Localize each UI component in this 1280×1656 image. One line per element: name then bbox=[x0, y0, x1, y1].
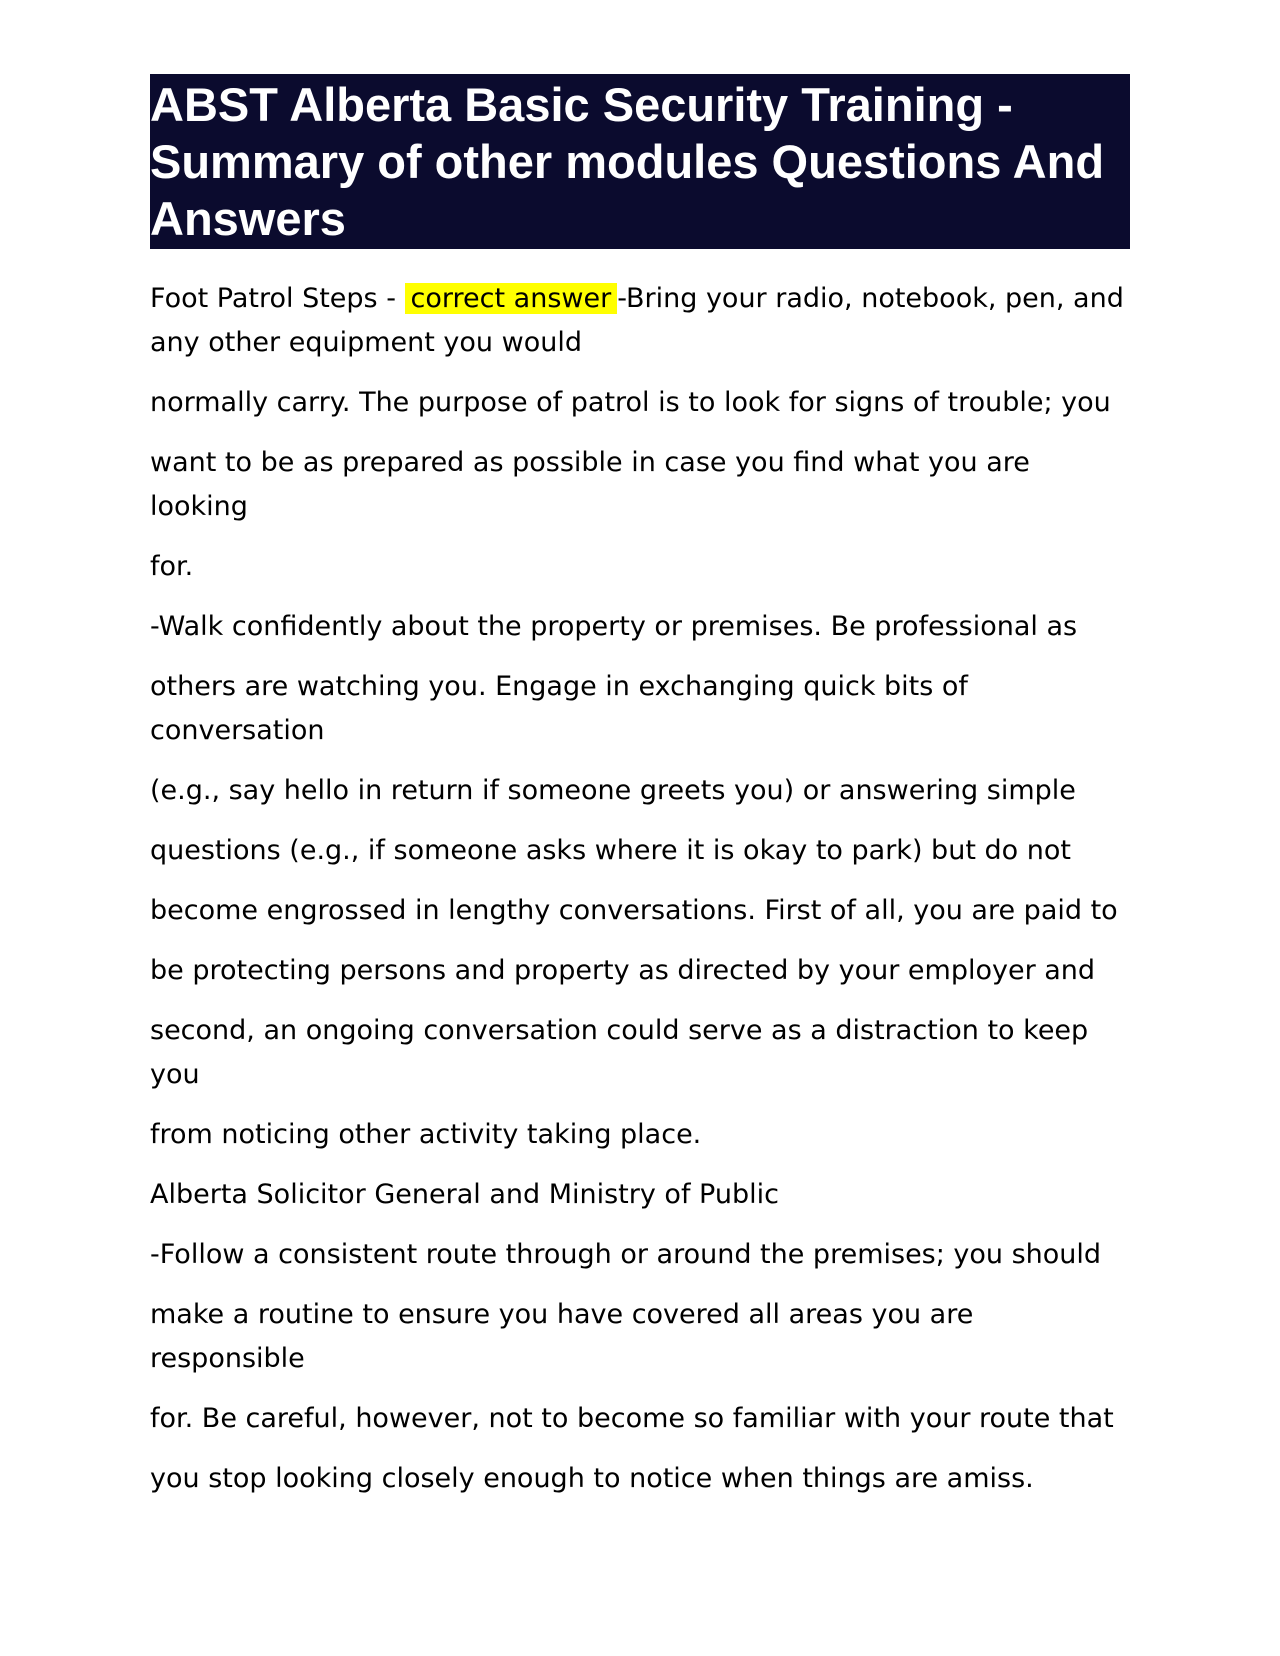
text-line: for. bbox=[150, 551, 194, 582]
question-label: Foot Patrol Steps - bbox=[150, 283, 405, 314]
text-line: others are watching you. Engage in exchanging quick bits of conversation bbox=[150, 671, 968, 746]
text-line: -Follow a consistent route through or around the premises; you should bbox=[150, 1239, 1102, 1270]
text-line: become engrossed in lengthy conversations. First of all, you are paid to bbox=[150, 895, 1118, 926]
text-line: want to be as prepared as possible in case you find what you are looking bbox=[150, 447, 1030, 522]
text-line: you stop looking closely enough to notice when things are amiss. bbox=[150, 1463, 1034, 1494]
text-line: Alberta Solicitor General and Ministry of Public bbox=[150, 1179, 779, 1210]
text-line: questions (e.g., if someone asks where it is okay to park) but do not bbox=[150, 835, 1071, 866]
correct-answer-tag: correct answer bbox=[405, 283, 618, 314]
document-title: ABST Alberta Basic Security Training - Summary of other modules Questions And Answers bbox=[150, 74, 1130, 249]
text-line: -Walk confidently about the property or premises. Be professional as bbox=[150, 611, 1078, 642]
document-page bbox=[150, 74, 1130, 1517]
text-line: for. Be careful, however, not to become so familiar with your route that bbox=[150, 1403, 1114, 1434]
text-line: be protecting persons and property as directed by your employer and bbox=[150, 955, 1096, 986]
document-body bbox=[150, 277, 1130, 1501]
question-paragraph bbox=[150, 277, 1130, 365]
text-line: from noticing other activity taking place. bbox=[150, 1119, 702, 1150]
text-line: (e.g., say hello in return if someone greets you) or answering simple bbox=[150, 775, 1076, 806]
answer-first-line: -Bring your radio, notebook, pen, and any other equipment you would bbox=[150, 283, 1124, 358]
text-line: second, an ongoing conversation could serve as a distraction to keep you bbox=[150, 1015, 1089, 1090]
text-line: make a routine to ensure you have covered all areas you are responsible bbox=[150, 1299, 974, 1374]
text-line: normally carry. The purpose of patrol is to look for signs of trouble; you bbox=[150, 387, 1111, 418]
